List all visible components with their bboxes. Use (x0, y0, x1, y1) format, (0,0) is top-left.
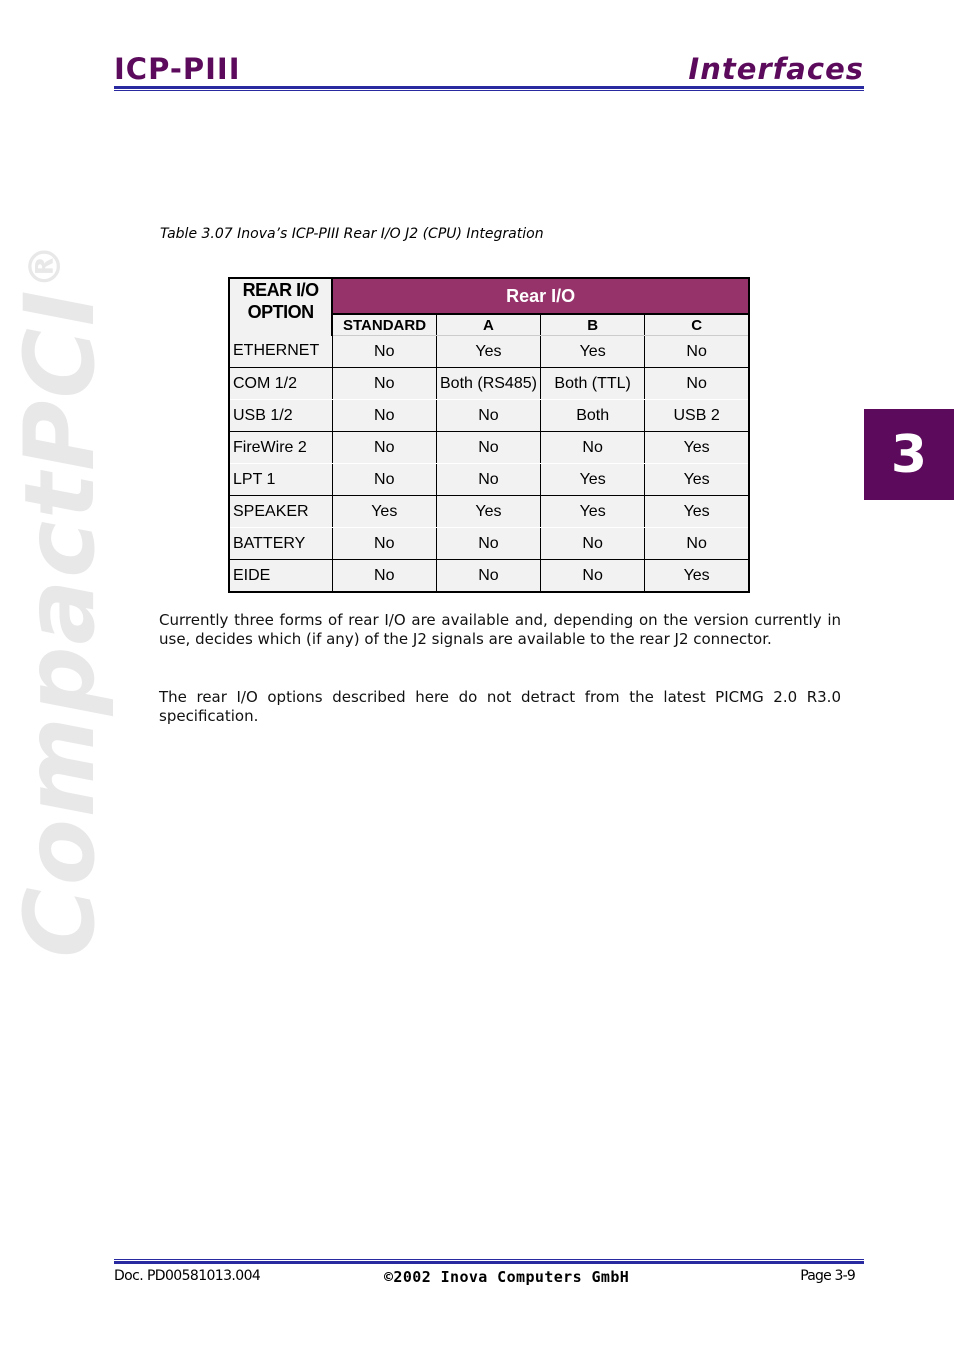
compactpci-watermark: CompactPCI® (4, 242, 116, 958)
row-label: EIDE (229, 560, 332, 593)
rear-io-group-header: Rear I/O (332, 278, 749, 314)
row-label: LPT 1 (229, 464, 332, 496)
row-label: USB 1/2 (229, 400, 332, 432)
column-header-standard: STANDARD (332, 314, 436, 336)
table-cell: Yes (436, 336, 540, 368)
table-cell: No (332, 528, 436, 560)
table-caption: Table 3.07 Inova’s ICP-PIII Rear I/O J2 (CPU) Integration (160, 226, 544, 242)
table-cell: No (541, 528, 645, 560)
table-cell: No (436, 400, 540, 432)
doc-number: Doc. PD00581013.004 (114, 1268, 261, 1284)
table-cell: Yes (436, 496, 540, 528)
table-row (229, 560, 749, 593)
table-cell: No (645, 368, 749, 400)
table-row (229, 336, 749, 368)
column-header-a: A (436, 314, 540, 336)
table-cell: Both (TTL) (541, 368, 645, 400)
table-cell: Yes (645, 496, 749, 528)
table-cell: No (645, 336, 749, 368)
row-label: SPEAKER (229, 496, 332, 528)
table-cell: No (332, 432, 436, 464)
table-row (229, 368, 749, 400)
table-row (229, 400, 749, 432)
table-cell: No (332, 464, 436, 496)
footer-rule-thin (114, 1259, 864, 1260)
row-label: FireWire 2 (229, 432, 332, 464)
table-cell: No (541, 432, 645, 464)
table-cell: No (436, 432, 540, 464)
table-row (229, 464, 749, 496)
table-cell: No (436, 560, 540, 593)
column-header-c: C (645, 314, 749, 336)
row-label: BATTERY (229, 528, 332, 560)
table-cell: Yes (645, 464, 749, 496)
body-paragraph-2: The rear I/O options described here do not detract from the latest PICMG 2.0 R3.0 specification. (159, 688, 841, 725)
table-cell: No (645, 528, 749, 560)
table-cell: Yes (332, 496, 436, 528)
row-label: ETHERNET (229, 336, 332, 368)
table-cell: Yes (541, 336, 645, 368)
table-cell: Yes (541, 464, 645, 496)
table-cell: No (332, 560, 436, 593)
table-cell: No (332, 400, 436, 432)
chapter-tab: 3 (864, 409, 954, 500)
header-rule (114, 86, 864, 89)
body-paragraph-1: Currently three forms of rear I/O are available and, depending on the version currently in use, decides which (if any) of the J2 signals are available to the rear J2 connector. (159, 611, 841, 648)
row-label: COM 1/2 (229, 368, 332, 400)
copyright: ©2002 Inova Computers GmbH (384, 1268, 630, 1286)
header-rule-thin (114, 90, 864, 91)
page-number: Page 3-9 (800, 1268, 855, 1284)
column-header-b: B (541, 314, 645, 336)
table-cell: USB 2 (645, 400, 749, 432)
table-cell: Both (541, 400, 645, 432)
section-title: Interfaces (688, 52, 864, 86)
table-row (229, 528, 749, 560)
table-cell: Yes (645, 560, 749, 593)
product-title: ICP-PIII (114, 52, 241, 86)
rear-io-table (228, 277, 750, 593)
table-cell: No (541, 560, 645, 593)
table-cell: Yes (541, 496, 645, 528)
table-cell: Yes (645, 432, 749, 464)
table-cell: No (332, 368, 436, 400)
table-cell: No (332, 336, 436, 368)
table-row (229, 496, 749, 528)
option-header: REAR I/O OPTION (229, 278, 332, 336)
table-cell: Both (RS485) (436, 368, 540, 400)
footer-rule (114, 1261, 864, 1264)
table-cell: No (436, 464, 540, 496)
table-row (229, 432, 749, 464)
table-cell: No (436, 528, 540, 560)
